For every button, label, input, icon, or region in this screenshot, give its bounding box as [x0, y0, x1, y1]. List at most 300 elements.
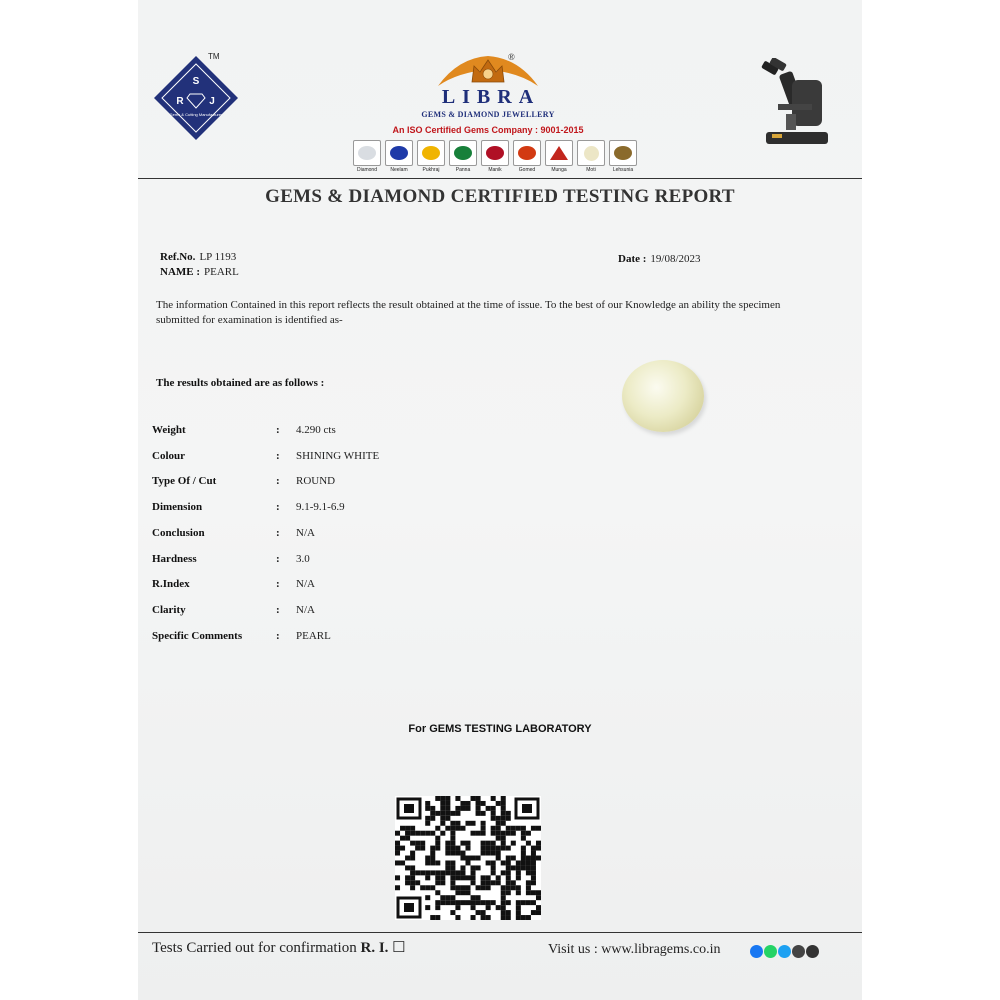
qr-module	[435, 826, 440, 831]
qr-module	[420, 870, 425, 875]
result-key: Hardness	[152, 553, 197, 565]
qr-module	[526, 900, 531, 905]
ref-value: LP 1193	[199, 251, 237, 263]
result-value: 3.0	[296, 553, 310, 565]
qr-module	[405, 826, 410, 831]
qr-module	[536, 895, 541, 900]
qr-module	[440, 900, 445, 905]
qr-module	[400, 860, 405, 865]
qr-module	[430, 846, 435, 851]
qr-module	[516, 915, 521, 920]
qr-module	[516, 910, 521, 915]
svg-text:J: J	[209, 96, 215, 107]
qr-module	[410, 875, 415, 880]
qr-module	[395, 846, 400, 851]
qr-module	[481, 875, 486, 880]
gem-munga: Munga	[544, 140, 574, 173]
panna-gem-icon	[454, 146, 472, 160]
qr-module	[526, 860, 531, 865]
qr-module	[501, 860, 506, 865]
gem-strip	[352, 140, 638, 176]
qr-module	[536, 841, 541, 846]
qr-module	[440, 801, 445, 806]
qr-module	[445, 846, 450, 851]
qr-module	[471, 870, 476, 875]
qr-module	[486, 806, 491, 811]
result-colon: :	[276, 604, 280, 616]
qr-module	[531, 875, 536, 880]
qr-module	[420, 831, 425, 836]
qr-module	[430, 870, 435, 875]
qr-module	[496, 836, 501, 841]
qr-module	[471, 796, 476, 801]
qr-module	[491, 811, 496, 816]
qr-module	[516, 865, 521, 870]
gem-neelam: Neelam	[384, 140, 414, 173]
qr-module	[455, 900, 460, 905]
qr-module	[445, 796, 450, 801]
qr-module	[521, 836, 526, 841]
qr-module	[450, 836, 455, 841]
qr-module	[516, 900, 521, 905]
website-link[interactable]: Visit us : www.libragems.co.in	[548, 942, 721, 957]
qr-module	[496, 801, 501, 806]
qr-module	[536, 910, 541, 915]
qr-module	[486, 900, 491, 905]
qr-module	[531, 870, 536, 875]
qr-module	[486, 915, 491, 920]
qr-module	[435, 841, 440, 846]
qr-module	[425, 905, 430, 910]
result-key: R.Index	[152, 578, 190, 590]
qr-module	[465, 806, 470, 811]
qr-module	[415, 846, 420, 851]
qr-module	[430, 885, 435, 890]
qr-module	[531, 900, 536, 905]
qr-module	[531, 846, 536, 851]
qr-module	[430, 831, 435, 836]
qr-module	[501, 816, 506, 821]
tests-note	[152, 938, 406, 957]
qr-module	[471, 865, 476, 870]
qr-module	[526, 880, 531, 885]
qr-module	[516, 890, 521, 895]
date-label: Date :	[618, 253, 647, 265]
qr-module	[435, 905, 440, 910]
tests-text: Tests Carried out for confirmation	[152, 940, 357, 956]
ref-label: Ref.No.	[160, 251, 196, 263]
qr-module	[445, 816, 450, 821]
qr-module	[481, 801, 486, 806]
qr-module	[455, 890, 460, 895]
qr-module	[435, 836, 440, 841]
result-row-weight	[152, 424, 472, 440]
qr-module	[496, 851, 501, 856]
qr-module	[455, 870, 460, 875]
qr-module	[521, 831, 526, 836]
qr-module	[445, 865, 450, 870]
qr-module	[455, 826, 460, 831]
intro-paragraph: The information Contained in this report reflects the result obtained at the time of issue. To the best of our Knowledge an ability the specimen submitted for examination is identified as-	[156, 299, 781, 326]
gem-diamond: Diamond	[352, 140, 382, 173]
qr-module	[455, 806, 460, 811]
qr-module	[405, 865, 410, 870]
qr-module	[486, 860, 491, 865]
qr-module	[430, 806, 435, 811]
qr-module	[460, 870, 465, 875]
qr-module	[460, 851, 465, 856]
qr-module	[455, 821, 460, 826]
qr-module	[506, 880, 511, 885]
qr-module	[506, 900, 511, 905]
qr-module	[496, 905, 501, 910]
qr-module	[460, 841, 465, 846]
qr-module	[501, 831, 506, 836]
gomed-gem-icon	[518, 146, 536, 160]
pukhraj-gem-icon	[422, 146, 440, 160]
qr-module	[496, 816, 501, 821]
qr-module	[450, 875, 455, 880]
qr-module	[501, 821, 506, 826]
svg-text:R: R	[176, 96, 184, 107]
qr-module	[476, 796, 481, 801]
header-divider	[138, 178, 862, 179]
qr-module	[476, 865, 481, 870]
qr-module	[400, 836, 405, 841]
qr-module	[491, 880, 496, 885]
qr-module	[460, 801, 465, 806]
qr-module	[526, 841, 531, 846]
qr-module	[440, 875, 445, 880]
qr-module	[506, 870, 511, 875]
qr-module	[405, 836, 410, 841]
qr-module	[460, 806, 465, 811]
qr-module	[536, 905, 541, 910]
qr-module	[476, 910, 481, 915]
qr-module	[471, 821, 476, 826]
iso-certification: An ISO Certified Gems Company : 9001-2015	[392, 125, 584, 135]
qr-module	[491, 851, 496, 856]
result-value: 9.1-9.1-6.9	[296, 501, 345, 513]
moti-gem-icon	[584, 146, 599, 161]
qr-module	[501, 915, 506, 920]
report-title: GEMS & DIAMOND CERTIFIED TESTING REPORT	[265, 186, 735, 207]
qr-module	[430, 811, 435, 816]
qr-module	[501, 801, 506, 806]
trademark-mark: TM	[208, 52, 220, 61]
qr-module	[445, 826, 450, 831]
qr-module	[450, 895, 455, 900]
qr-module	[501, 900, 506, 905]
qr-module	[481, 841, 486, 846]
qr-module	[476, 801, 481, 806]
qr-module	[536, 846, 541, 851]
qr-module	[425, 806, 430, 811]
qr-module	[476, 900, 481, 905]
qr-module	[476, 895, 481, 900]
qr-module	[511, 865, 516, 870]
qr-module	[460, 826, 465, 831]
result-row-conclusion	[152, 527, 472, 543]
qr-module	[476, 831, 481, 836]
qr-module	[420, 841, 425, 846]
diamond-gem-icon	[358, 146, 376, 160]
qr-module	[471, 875, 476, 880]
qr-code	[395, 796, 541, 920]
qr-module	[450, 841, 455, 846]
qr-module	[410, 826, 415, 831]
qr-module	[465, 801, 470, 806]
qr-module	[440, 831, 445, 836]
qr-module	[440, 816, 445, 821]
qr-module	[536, 890, 541, 895]
qr-module	[531, 851, 536, 856]
qr-module	[455, 851, 460, 856]
qr-module	[455, 915, 460, 920]
qr-module	[521, 900, 526, 905]
result-value: N/A	[296, 527, 315, 539]
neelam-gem-icon	[390, 146, 408, 160]
checkbox-icon: ☐	[392, 940, 406, 956]
qr-module	[425, 875, 430, 880]
youtube-icon[interactable]	[792, 945, 805, 958]
instagram-icon[interactable]	[806, 945, 819, 958]
qr-module	[501, 811, 506, 816]
qr-module	[471, 905, 476, 910]
gem-pukhraj: Pukhraj	[416, 140, 446, 173]
qr-module	[506, 826, 511, 831]
qr-module	[501, 905, 506, 910]
qr-module	[445, 895, 450, 900]
report-date	[618, 249, 701, 267]
qr-module	[455, 905, 460, 910]
twitter-icon[interactable]	[778, 945, 791, 958]
qr-module	[491, 900, 496, 905]
qr-module	[465, 900, 470, 905]
qr-module	[460, 856, 465, 861]
qr-module	[516, 875, 521, 880]
qr-module	[450, 910, 455, 915]
qr-module	[486, 846, 491, 851]
brand-name: LIBRA	[441, 86, 541, 108]
result-row-clarity	[152, 604, 472, 620]
qr-module	[445, 860, 450, 865]
qr-module	[430, 856, 435, 861]
qr-module	[435, 880, 440, 885]
brand-subtitle: GEMS & DIAMOND JEWELLERY	[421, 110, 555, 119]
qr-module	[450, 811, 455, 816]
qr-module	[481, 846, 486, 851]
qr-module	[465, 885, 470, 890]
qr-module	[445, 851, 450, 856]
qr-module	[450, 885, 455, 890]
qr-module	[405, 875, 410, 880]
qr-module	[405, 831, 410, 836]
qr-module	[491, 806, 496, 811]
whatsapp-icon[interactable]	[764, 945, 777, 958]
qr-module	[435, 870, 440, 875]
qr-module	[440, 811, 445, 816]
qr-module	[435, 875, 440, 880]
qr-module	[506, 831, 511, 836]
qr-module	[440, 821, 445, 826]
qr-module	[521, 860, 526, 865]
qr-module	[526, 915, 531, 920]
result-colon: :	[276, 553, 280, 565]
qr-module	[526, 831, 531, 836]
qr-module	[425, 831, 430, 836]
qr-module	[395, 851, 400, 856]
qr-module	[476, 885, 481, 890]
qr-module	[501, 841, 506, 846]
result-value: 4.290 cts	[296, 424, 336, 436]
pearl-specimen-image	[622, 360, 704, 432]
qr-module	[405, 880, 410, 885]
qr-module	[460, 890, 465, 895]
certificate-page	[138, 0, 862, 1000]
qr-module	[511, 826, 516, 831]
qr-module	[491, 870, 496, 875]
result-value: N/A	[296, 604, 315, 616]
qr-module	[395, 885, 400, 890]
qr-module	[450, 880, 455, 885]
qr-module	[425, 860, 430, 865]
qr-module	[471, 831, 476, 836]
qr-module	[481, 915, 486, 920]
facebook-icon[interactable]	[750, 945, 763, 958]
qr-module	[536, 856, 541, 861]
result-key: Clarity	[152, 604, 186, 616]
name-label: NAME :	[160, 266, 201, 278]
qr-module	[536, 826, 541, 831]
qr-module	[445, 811, 450, 816]
qr-module	[465, 890, 470, 895]
qr-module	[511, 841, 516, 846]
qr-module	[506, 865, 511, 870]
qr-module	[450, 826, 455, 831]
qr-module	[445, 801, 450, 806]
qr-module	[531, 880, 536, 885]
qr-module	[491, 865, 496, 870]
result-value: PEARL	[296, 630, 331, 642]
lehsunia-gem-icon	[614, 146, 632, 160]
result-value: ROUND	[296, 475, 336, 487]
qr-module	[511, 885, 516, 890]
qr-module	[465, 841, 470, 846]
qr-module	[395, 841, 400, 846]
qr-module	[506, 860, 511, 865]
gem-gomed: Gomed	[512, 140, 542, 173]
qr-module	[496, 875, 501, 880]
qr-module	[435, 890, 440, 895]
result-key: Type Of / Cut	[152, 475, 217, 487]
qr-module	[450, 870, 455, 875]
qr-module	[501, 796, 506, 801]
qr-module	[455, 846, 460, 851]
manik-gem-icon	[486, 146, 504, 160]
result-row-comments	[152, 630, 472, 646]
qr-module	[410, 870, 415, 875]
results-heading: The results obtained are as follows :	[156, 377, 325, 389]
qr-module	[435, 796, 440, 801]
qr-module	[425, 895, 430, 900]
qr-module	[415, 831, 420, 836]
result-row-dimension	[152, 501, 472, 517]
qr-module	[471, 880, 476, 885]
qr-module	[486, 880, 491, 885]
result-row-cut	[152, 475, 472, 491]
gem-lehsunia: Lehsunia	[608, 140, 638, 173]
specimen-name	[160, 262, 239, 280]
qr-module	[476, 811, 481, 816]
qr-module	[516, 885, 521, 890]
qr-module	[445, 900, 450, 905]
qr-module	[405, 856, 410, 861]
qr-module	[521, 915, 526, 920]
qr-module	[465, 821, 470, 826]
qr-module	[410, 865, 415, 870]
svg-text:Gems & Cutting Manufacturer: Gems & Cutting Manufacturer	[169, 112, 223, 117]
gem-manik: Manik	[480, 140, 510, 173]
qr-module	[435, 915, 440, 920]
result-colon: :	[276, 424, 280, 436]
qr-module	[455, 885, 460, 890]
result-key: Dimension	[152, 501, 203, 513]
result-colon: :	[276, 527, 280, 539]
qr-module	[450, 900, 455, 905]
libra-crown-logo	[428, 52, 548, 88]
qr-module	[501, 836, 506, 841]
qr-module	[521, 865, 526, 870]
registered-mark: ®	[508, 52, 515, 62]
result-row-colour	[152, 450, 472, 466]
qr-module	[516, 860, 521, 865]
qr-module	[471, 915, 476, 920]
qr-module	[526, 890, 531, 895]
result-colon: :	[276, 450, 280, 462]
qr-module	[501, 846, 506, 851]
qr-module	[450, 821, 455, 826]
qr-module	[476, 806, 481, 811]
qr-module	[471, 895, 476, 900]
qr-module	[430, 816, 435, 821]
qr-module	[425, 816, 430, 821]
qr-module	[445, 870, 450, 875]
qr-module	[415, 870, 420, 875]
result-colon: :	[276, 630, 280, 642]
qr-module	[496, 856, 501, 861]
qr-module	[435, 900, 440, 905]
srj-logo	[150, 52, 242, 148]
result-key: Specific Comments	[152, 630, 243, 642]
qr-module	[496, 826, 501, 831]
qr-module	[486, 885, 491, 890]
qr-module	[491, 796, 496, 801]
qr-module	[450, 865, 455, 870]
qr-module	[511, 831, 516, 836]
qr-module	[445, 806, 450, 811]
qr-module	[531, 826, 536, 831]
qr-module	[481, 910, 486, 915]
qr-module	[465, 846, 470, 851]
qr-module	[531, 860, 536, 865]
qr-module	[506, 811, 511, 816]
qr-module	[440, 796, 445, 801]
qr-module	[450, 846, 455, 851]
qr-module	[516, 826, 521, 831]
result-value: N/A	[296, 578, 315, 590]
qr-module	[491, 841, 496, 846]
